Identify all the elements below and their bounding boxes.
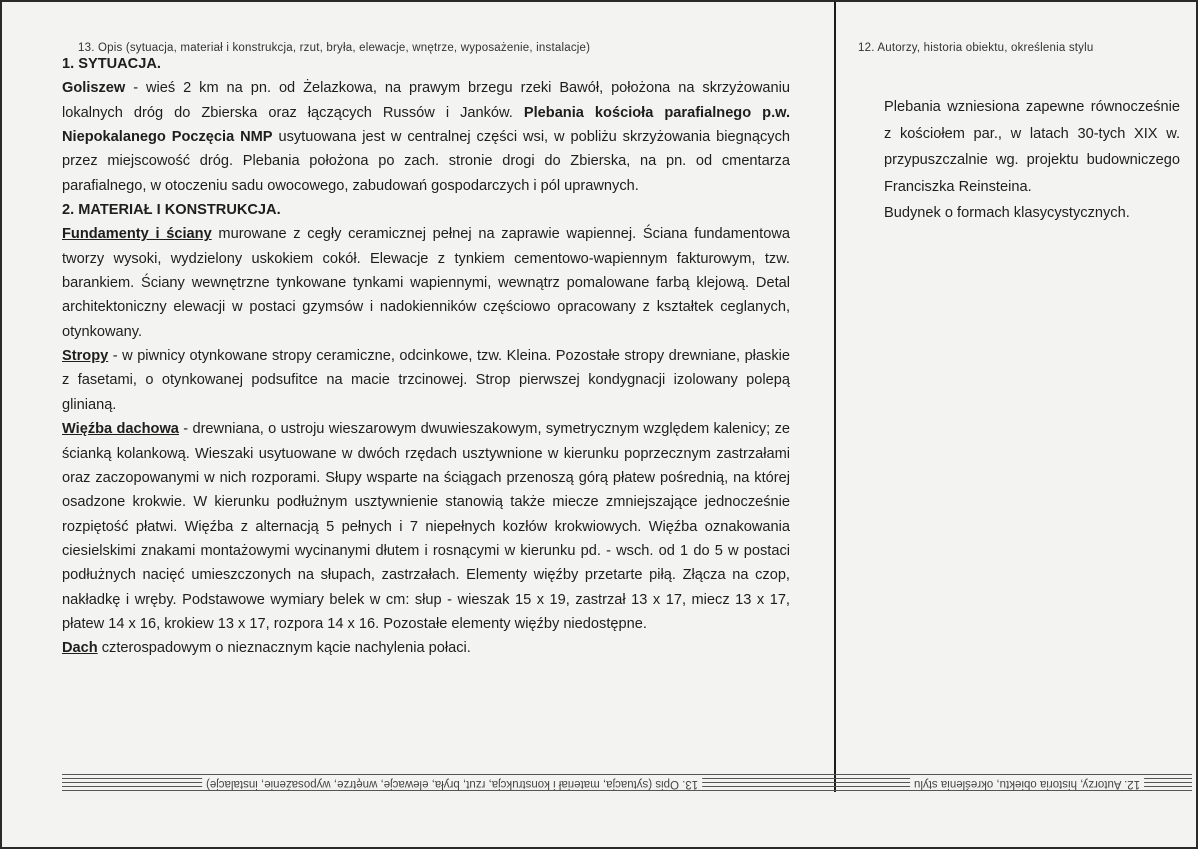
- mirrored-field-12-header: 12. Autorzy, historia obiektu, określenia stylu: [910, 778, 1144, 790]
- section-1-text-a: - wieś 2 km na pn. od Żelazkowa, na prawym brzegu rzeki Bawół, położona na skrzyżowaniu lokalnych dróg do Zbierska oraz łączących Russów i Janków.: [62, 80, 790, 121]
- village-name: Goliszew: [62, 80, 126, 97]
- ceilings-label: Stropy: [62, 348, 109, 365]
- ceilings-text: - w piwnicy otynkowane stropy ceramiczne, odcinkowe, tzw. Kleina. Pozostałe stropy drewniane, płaskie z fasetami, o otynkowanej podsufitce na macie trzcinowej. Strop pierwszej kondygnacji izolowany polepą glinianą.: [62, 348, 790, 413]
- style-paragraph: Budynek o formach klasycystycznych.: [884, 205, 1130, 222]
- bottom-border-band: [62, 772, 1192, 800]
- stripe-line: [62, 774, 1192, 775]
- roof-truss-label: Więźba dachowa: [62, 421, 179, 438]
- field-13-header: 13. Opis (sytuacja, materiał i konstrukcja, rzut, bryła, elewacje, wnętrze, wyposażenie, instalacje): [78, 42, 591, 54]
- roof-truss-paragraph: [62, 417, 790, 636]
- roof-text: czterospadowym o nieznacznym kącie nachylenia połaci.: [97, 640, 471, 657]
- mirrored-field-13-header: 13. Opis (sytuacja, materiał i konstrukcja, rzut, bryła, elewacje, wnętrze, wyposażenie, instalacje): [202, 778, 702, 790]
- foundations-label: Fundamenty i ściany: [62, 226, 212, 243]
- section-2-heading: 2. MATERIAŁ I KONSTRUKCJA.: [62, 202, 281, 219]
- foundations-text: murowane z cegły ceramicznej pełnej na zaprawie wapiennej. Ściana fundamentowa tworzy wysoki, wydzielony uskokiem cokół. Elewacje z tynkiem cementowo-wapiennym fakturowym, tzw. barankiem. Ściany wewnętrzne tynkowane tynkami wapiennymi, wewnątrz pomalowane farbą klejową. Detal architektoniczny elewacji w postaci gzymsów i nadokienników częściowo opracowany z kształtek ceglanych, otynkowany.: [62, 226, 790, 340]
- history-paragraph: Plebania wzniesiona zapewne równocześnie z kościołem par., w latach 30-tych XIX w. przypuszczalnie wg. projektu budowniczego Franciszka Reinsteina.: [884, 99, 1180, 195]
- roof-label: Dach: [62, 640, 98, 657]
- history-column: [884, 94, 1180, 227]
- section-1-heading: 1. SYTUACJA.: [62, 56, 161, 72]
- section-1-text-b: usytuowana jest w centralnej części wsi, w pobliżu skrzyżowania biegnących przez miejscowość dróg. Plebania położona po zach. stronie drogi do Zbierska, na pn. od cmentarza parafialnego, w otoczeniu sadu owocowego, zabudowań gospodarczych i pól uprawnych.: [62, 129, 790, 194]
- building-name: Plebania kościoła parafialnego p.w. Niepokalanego Poczęcia NMP: [62, 104, 790, 146]
- ceilings-paragraph: [62, 344, 790, 417]
- stripe-line: [62, 790, 1192, 791]
- foundations-paragraph: [62, 222, 790, 344]
- column-divider: [834, 2, 836, 792]
- roof-paragraph: [62, 636, 790, 660]
- roof-truss-text: - drewniana, o ustroju wieszarowym dwuwieszakowym, symetrycznym względem kalenicy; ze ścianką kolankową. Wieszaki usytuowane w dwóch rzędach usztywnione w kierunku poprzecznym zastrzałami oraz zaczopowanymi w nich rozporami. Słupy wsparte na ściągach przenoszą górą płatew pośrednią, na której osadzone krokwie. W kierunku podłużnym usztywnienie stanowią także miecze zmniejszające jednocześnie rozpiętość płatwi. Więźba z alternacją 5 pełnych i 7 niepełnych kozłów krokwiowych. Więźba oznakowania ciesielskimi znakami montażowymi wycinanymi dłutem i rosnącymi w kierunku pd. - wsch. od 1 do 5 w postaci podłużnych nacięć umieszczonych na słupach, zastrzałach. Elementy więźby przetarte piłą. Złącza na czop, nakładkę i wręby. Podstawowe wymiary belek w cm: słup - wieszak 15 x 19, zastrzał 13 x 17, miecz 13 x 17, płatew 14 x 16, krokiew 13 x 17, rozpora 14 x 16. Pozostałe elementy więźby niedostępne.: [62, 421, 790, 632]
- field-12-header: 12. Autorzy, historia obiektu, określenia stylu: [858, 42, 1094, 54]
- section-1-body: [62, 76, 790, 198]
- description-column: [62, 52, 790, 661]
